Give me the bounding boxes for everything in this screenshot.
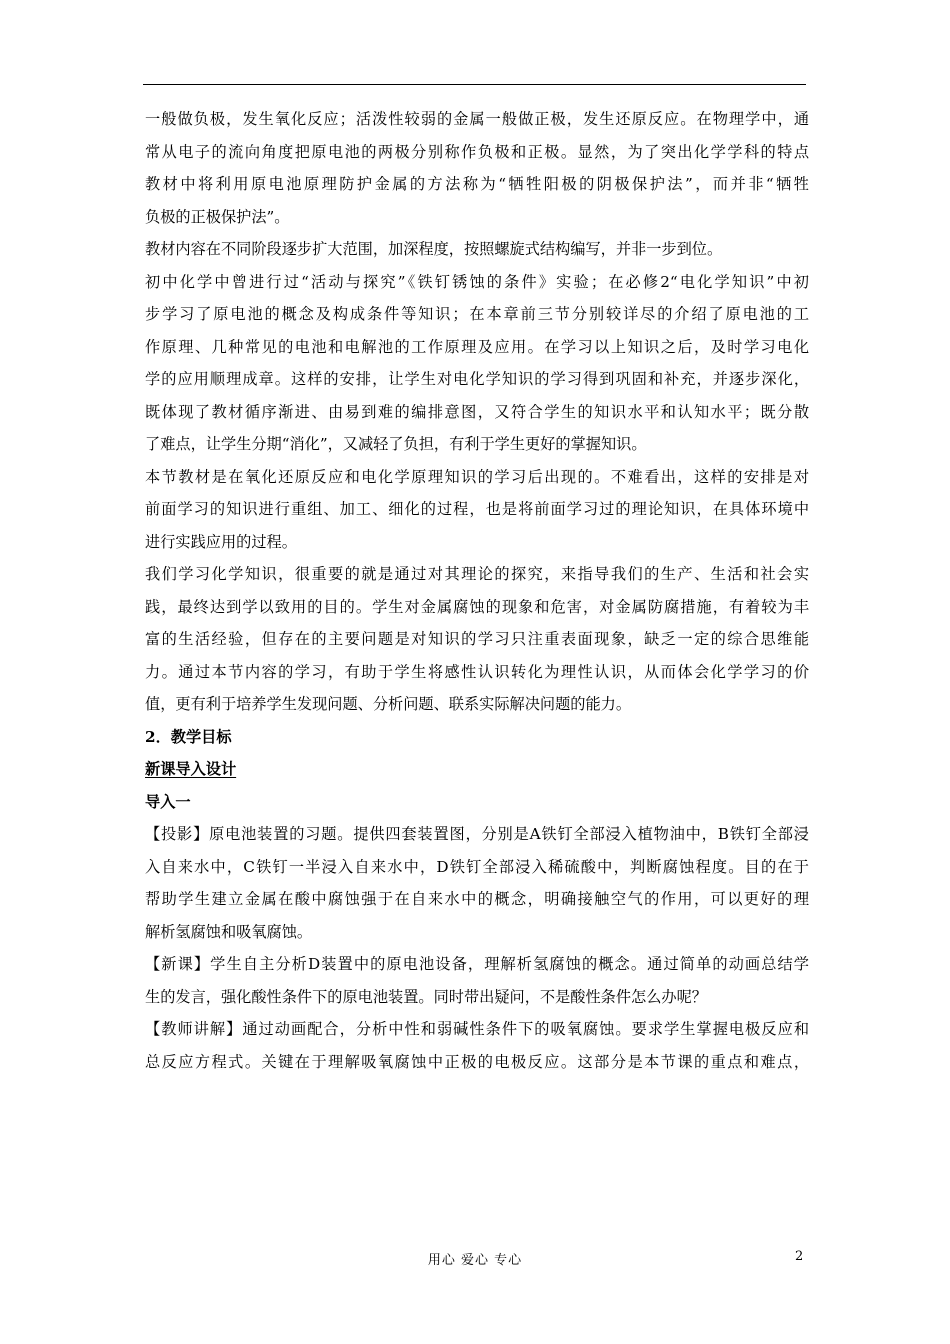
footer-motto: 用心 爱心 专心 (427, 1253, 523, 1268)
subsection-heading: 新课导入设计 (145, 760, 237, 778)
body-line: 作原理、几种常见的电池和电解池的工作原理及应用。在学习以上知识之后，及时学习电化 (145, 337, 809, 356)
body-line: 学的应用顺理成章。这样的安排，让学生对电化学知识的学习得到巩固和补充，并逐步深化， (145, 370, 809, 388)
body-line: 教材中将利用原电池原理防护金属的方法称为“牺牲阳极的阴极保护法”，而并非“牺牲 (145, 175, 809, 193)
body-line: 本节教材是在氧化还原反应和电化学原理知识的学习后出现的。不难看出，这样的安排是对 (145, 467, 809, 486)
body-line: 我们学习化学知识，很重要的就是通过对其理论的探究，来指导我们的生产、生活和社会实 (145, 565, 809, 583)
body-line: 生的发言，强化酸性条件下的原电池装置。同时带出疑问，不是酸性条件怎么办呢？ (145, 987, 707, 1006)
body-line: 教材内容在不同阶段逐步扩大范围，加深程度，按照螺旋式结构编写，并非一步到位。 (145, 240, 723, 258)
body-line: 总反应方程式。关键在于理解吸氧腐蚀中正极的电极反应。这部分是本节课的重点和难点， (145, 1052, 809, 1071)
body-line: 既体现了教材循序渐进、由易到难的编排意图，又符合学生的知识水平和认知水平；既分散 (145, 402, 809, 421)
body-line: 践，最终达到学以致用的目的。学生对金属腐蚀的现象和危害，对金属防腐措施，有着较为丰 (145, 597, 809, 616)
body-line: 常从电子的流向角度把原电池的两极分别称作负极和正极。显然，为了突出化学学科的特点 (145, 142, 809, 161)
body-line: 【教师讲解】通过动画配合，分析中性和弱碱性条件下的吸氧腐蚀。要求学生掌握电极反应和 (145, 1020, 809, 1038)
body-line: 【新课】学生自主分析D装置中的原电池设备，理解析氢腐蚀的概念。通过简单的动画总结学 (145, 955, 809, 973)
body-line: 解析氢腐蚀和吸氧腐蚀。 (145, 922, 313, 941)
body-line: 富的生活经验，但存在的主要问题是对知识的学习只注重表面现象，缺乏一定的综合思维能 (145, 630, 809, 648)
body-line: 了难点，让学生分期“消化”，又减轻了负担，有利于学生更好的掌握知识。 (145, 435, 647, 453)
body-line: 力。通过本节内容的学习，有助于学生将感性认识转化为理性认识，从而体会化学学习的价 (145, 662, 809, 681)
body-line: 一般做负极，发生氧化反应；活泼性较弱的金属一般做正极，发生还原反应。在物理学中，通 (145, 110, 809, 128)
body-line: 入自来水中，C铁钉一半浸入自来水中，D铁钉全部浸入稀硫酸中，判断腐蚀程度。目的在于 (145, 857, 809, 876)
body-line: 值，更有利于培养学生发现问题、分析问题、联系实际解决问题的能力。 (145, 695, 631, 713)
intro-heading: 导入一 (145, 792, 191, 811)
body-line: 进行实践应用的过程。 (145, 532, 297, 551)
body-line: 前面学习的知识进行重组、加工、细化的过程，也是将前面学习过的理论知识，在具体环境中 (145, 500, 809, 518)
body-line: 步学习了原电池的概念及构成条件等知识；在本章前三节分别较详尽的介绍了原电池的工 (145, 305, 809, 323)
body-line: 初中化学中曾进行过“活动与探究”《铁钉锈蚀的条件》实验；在必修2“电化学知识”中初 (145, 272, 809, 291)
page-number: 2 (795, 1249, 804, 1264)
header-rule (143, 84, 806, 85)
body-line: 负极的正极保护法”。 (145, 207, 290, 226)
body-line: 【投影】原电池装置的习题。提供四套装置图，分别是A铁钉全部浸入植物油中，B铁钉全部浸 (145, 825, 809, 843)
document-body (145, 103, 809, 1078)
body-line: 帮助学生建立金属在酸中腐蚀强于在自来水中的概念，明确接触空气的作用，可以更好的理 (145, 890, 809, 908)
section-heading: 2．教学目标 (145, 727, 232, 746)
